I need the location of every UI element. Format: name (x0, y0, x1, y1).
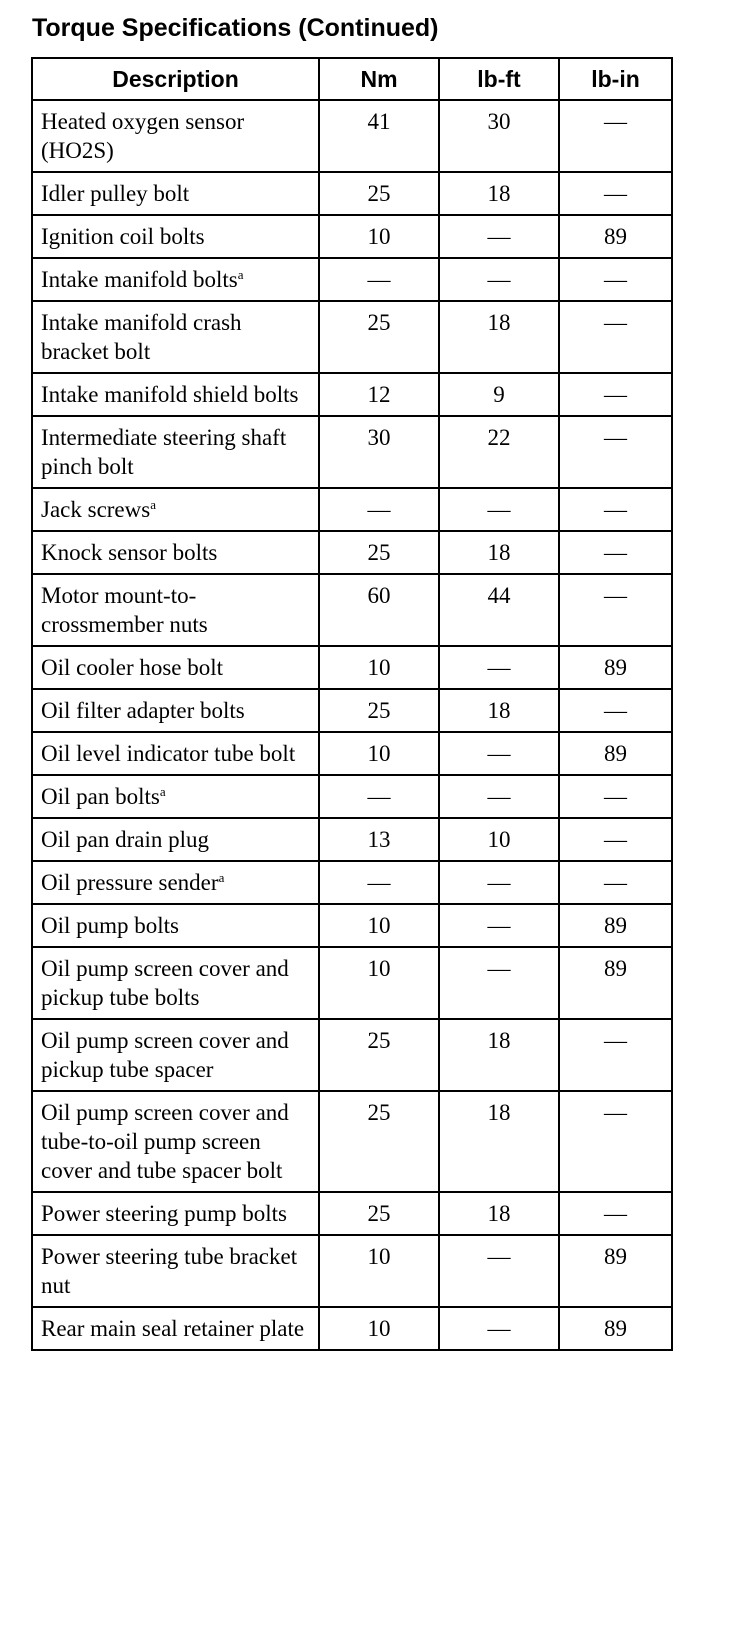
cell-nm: 10 (319, 1235, 439, 1307)
cell-lb-ft: — (439, 1235, 559, 1307)
cell-description (32, 301, 319, 373)
table-row (32, 1019, 672, 1091)
table-row (32, 1307, 672, 1350)
table-row (32, 301, 672, 373)
cell-description (32, 215, 319, 258)
cell-nm: 25 (319, 172, 439, 215)
cell-description (32, 646, 319, 689)
column-header-nm: Nm (319, 58, 439, 100)
cell-description (32, 100, 319, 172)
cell-lb-in: — (559, 574, 672, 646)
table-row (32, 818, 672, 861)
cell-lb-in: — (559, 775, 672, 818)
cell-lb-ft: — (439, 861, 559, 904)
cell-nm: 25 (319, 301, 439, 373)
description-text: Motor mount-to-crossmember nuts (41, 583, 208, 637)
cell-lb-in: — (559, 1091, 672, 1192)
table-row (32, 258, 672, 301)
cell-description (32, 488, 319, 531)
table-row (32, 172, 672, 215)
table-row (32, 574, 672, 646)
description-text: Power steering pump bolts (41, 1201, 287, 1226)
cell-lb-in: — (559, 488, 672, 531)
description-text: Intake manifold crash bracket bolt (41, 310, 242, 364)
description-text: Power steering tube bracket nut (41, 1244, 298, 1298)
description-text: Idler pulley bolt (41, 181, 190, 206)
cell-description (32, 1019, 319, 1091)
cell-nm: 10 (319, 646, 439, 689)
cell-lb-ft: 22 (439, 416, 559, 488)
cell-nm: — (319, 861, 439, 904)
column-header-lb-in: lb-in (559, 58, 672, 100)
cell-description (32, 1192, 319, 1235)
cell-lb-ft: — (439, 904, 559, 947)
table-row (32, 732, 672, 775)
cell-lb-in: 89 (559, 1307, 672, 1350)
table-row (32, 531, 672, 574)
page-title: Torque Specifications (Continued) (32, 14, 439, 42)
cell-lb-ft: 18 (439, 689, 559, 732)
cell-nm: 60 (319, 574, 439, 646)
cell-lb-ft: 44 (439, 574, 559, 646)
cell-description (32, 904, 319, 947)
description-text: Oil pump screen cover and pickup tube bolts (41, 956, 289, 1010)
cell-nm: 12 (319, 373, 439, 416)
cell-lb-ft: — (439, 646, 559, 689)
cell-lb-in: — (559, 531, 672, 574)
cell-lb-ft: — (439, 1307, 559, 1350)
cell-lb-ft: — (439, 947, 559, 1019)
cell-lb-ft: 9 (439, 373, 559, 416)
cell-lb-ft: 18 (439, 172, 559, 215)
table-row (32, 861, 672, 904)
description-text: Oil level indicator tube bolt (41, 741, 296, 766)
cell-lb-in: — (559, 861, 672, 904)
cell-description (32, 689, 319, 732)
column-header-description: Description (32, 58, 319, 100)
cell-lb-in: — (559, 689, 672, 732)
footnote-marker: a (237, 267, 244, 282)
cell-lb-in: 89 (559, 732, 672, 775)
footnote-marker: a (159, 784, 166, 799)
cell-description (32, 574, 319, 646)
cell-lb-in: — (559, 416, 672, 488)
cell-nm: 13 (319, 818, 439, 861)
torque-spec-table (31, 57, 673, 1351)
cell-lb-in: — (559, 373, 672, 416)
cell-nm: — (319, 258, 439, 301)
cell-lb-in: — (559, 172, 672, 215)
cell-nm: 10 (319, 215, 439, 258)
description-text: Knock sensor bolts (41, 540, 218, 565)
cell-description (32, 258, 319, 301)
cell-lb-in: — (559, 301, 672, 373)
cell-description (32, 416, 319, 488)
cell-description (32, 531, 319, 574)
cell-lb-in: 89 (559, 1235, 672, 1307)
footnote-marker: a (150, 497, 156, 512)
cell-lb-ft: — (439, 258, 559, 301)
cell-description (32, 1235, 319, 1307)
cell-nm: 25 (319, 1019, 439, 1091)
table-row (32, 416, 672, 488)
footnote-marker: a (218, 870, 225, 885)
description-text: Intake manifold shield bolts (41, 382, 299, 407)
cell-nm: 25 (319, 1091, 439, 1192)
cell-description (32, 818, 319, 861)
table-row (32, 775, 672, 818)
description-text: Heated oxygen sensor (HO2S) (41, 109, 245, 163)
cell-lb-ft: — (439, 775, 559, 818)
description-text: Oil pump bolts (41, 913, 180, 938)
description-text: Oil pan drain plug (41, 827, 209, 852)
column-header-lb-ft: lb-ft (439, 58, 559, 100)
cell-lb-in: 89 (559, 904, 672, 947)
cell-lb-ft: — (439, 215, 559, 258)
cell-lb-in: 89 (559, 947, 672, 1019)
description-text: Intermediate steering shaft pinch bolt (41, 425, 287, 479)
table-row (32, 1235, 672, 1307)
cell-nm: — (319, 488, 439, 531)
cell-lb-ft: 18 (439, 531, 559, 574)
table-row (32, 904, 672, 947)
description-text: Rear main seal retainer plate (41, 1316, 305, 1341)
description-text: Oil cooler hose bolt (41, 655, 224, 680)
cell-description (32, 1091, 319, 1192)
cell-description (32, 732, 319, 775)
description-text: Oil pump screen cover and tube-to-oil pump screen cover and tube spacer bolt (41, 1100, 289, 1183)
table-row (32, 488, 672, 531)
cell-description (32, 947, 319, 1019)
cell-description (32, 373, 319, 416)
cell-nm: — (319, 775, 439, 818)
table-body (32, 100, 672, 1350)
cell-lb-ft: 18 (439, 1019, 559, 1091)
table-row (32, 646, 672, 689)
cell-nm: 25 (319, 1192, 439, 1235)
cell-lb-in: — (559, 818, 672, 861)
cell-nm: 30 (319, 416, 439, 488)
description-text: Oil pan bolts (41, 784, 160, 809)
cell-nm: 10 (319, 732, 439, 775)
cell-nm: 25 (319, 689, 439, 732)
cell-nm: 10 (319, 904, 439, 947)
table-row (32, 689, 672, 732)
cell-description (32, 1307, 319, 1350)
cell-lb-in: 89 (559, 215, 672, 258)
cell-nm: 10 (319, 1307, 439, 1350)
cell-lb-ft: 18 (439, 1192, 559, 1235)
cell-description (32, 172, 319, 215)
description-text: Oil pressure sender (41, 870, 219, 895)
cell-lb-in: 89 (559, 646, 672, 689)
cell-lb-ft: 30 (439, 100, 559, 172)
cell-nm: 41 (319, 100, 439, 172)
table-header-row (32, 58, 672, 100)
cell-nm: 25 (319, 531, 439, 574)
cell-nm: 10 (319, 947, 439, 1019)
table-row (32, 1192, 672, 1235)
description-text: Intake manifold bolts (41, 267, 238, 292)
cell-lb-ft: 18 (439, 1091, 559, 1192)
cell-lb-ft: — (439, 732, 559, 775)
cell-lb-ft: 10 (439, 818, 559, 861)
table-row (32, 100, 672, 172)
description-text: Jack screws (41, 497, 151, 522)
cell-lb-in: — (559, 258, 672, 301)
table-row (32, 373, 672, 416)
table-row (32, 947, 672, 1019)
cell-lb-in: — (559, 100, 672, 172)
cell-lb-in: — (559, 1019, 672, 1091)
cell-lb-ft: — (439, 488, 559, 531)
cell-description (32, 775, 319, 818)
table-row (32, 215, 672, 258)
cell-lb-in: — (559, 1192, 672, 1235)
cell-description (32, 861, 319, 904)
description-text: Oil pump screen cover and pickup tube spacer (41, 1028, 289, 1082)
description-text: Oil filter adapter bolts (41, 698, 245, 723)
cell-lb-ft: 18 (439, 301, 559, 373)
table-row (32, 1091, 672, 1192)
description-text: Ignition coil bolts (41, 224, 205, 249)
